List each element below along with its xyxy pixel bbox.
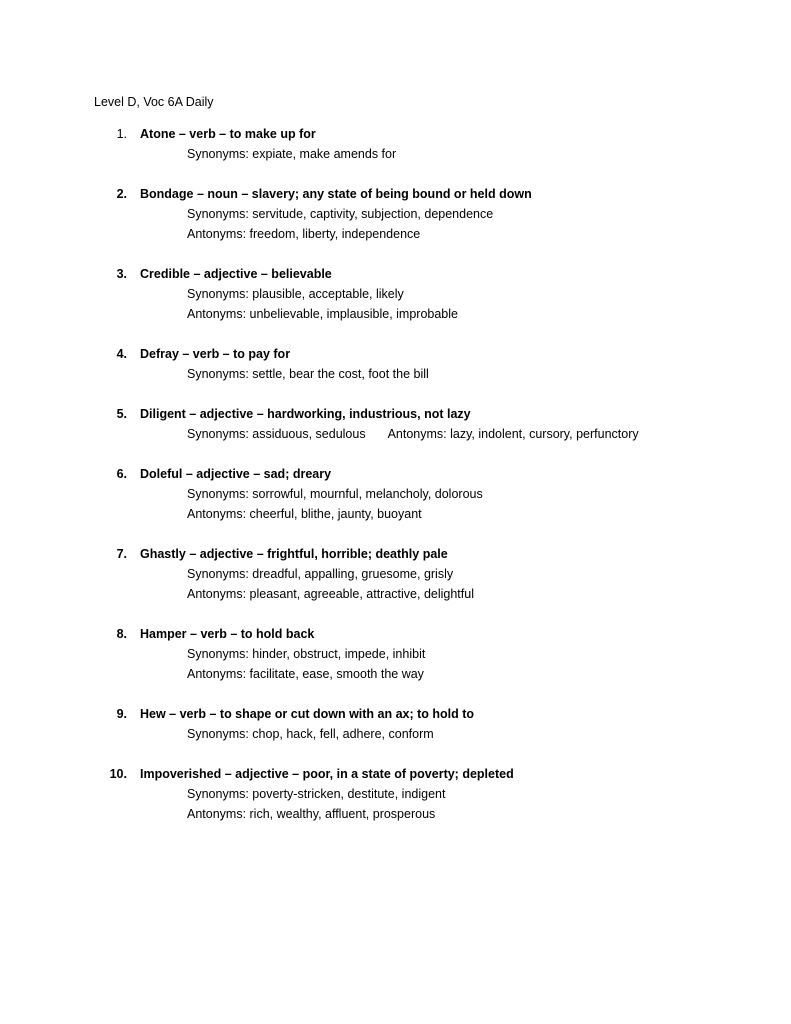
entry-number: 6. [116,467,127,481]
entry-term: Bondage – noun – slavery; any state of being bound or held down [140,187,532,201]
entry-heading [0,406,791,426]
vocab-entry-defray [0,346,791,406]
vocab-entry-atone [0,126,791,186]
entry-synonyms: Synonyms: assiduous, sedulous [187,427,366,441]
entry-heading [0,266,791,286]
entry-term: Doleful – adjective – sad; dreary [140,467,332,481]
entry-number: 8. [116,627,127,641]
entry-heading [0,126,791,146]
entry-number: 5. [116,407,127,421]
entry-antonyms: Antonyms: rich, wealthy, affluent, prosperous [187,807,436,821]
entry-number: 2. [116,187,127,201]
entry-term: Atone – verb – to make up for [140,127,316,141]
entry-synonyms: Synonyms: servitude, captivity, subjection, dependence [187,207,494,221]
entry-antonyms: Antonyms: freedom, liberty, independence [187,227,421,241]
entry-heading [0,626,791,646]
vocab-entry-hew [0,706,791,766]
entry-synonyms: Synonyms: sorrowful, mournful, melancholy, dolorous [187,487,483,501]
entry-term: Hew – verb – to shape or cut down with an ax; to hold to [140,707,475,721]
entry-synonyms-antonyms [0,426,791,446]
entry-synonyms: Synonyms: settle, bear the cost, foot the bill [187,367,429,381]
entry-number: 3. [116,267,127,281]
entry-antonyms: Antonyms: cheerful, blithe, jaunty, buoyant [187,507,422,521]
entry-antonyms: Antonyms: lazy, indolent, cursory, perfunctory [387,427,639,441]
entry-term: Ghastly – adjective – frightful, horrible; deathly pale [140,547,448,561]
vocab-entry-ghastly [0,546,791,626]
entry-term: Hamper – verb – to hold back [140,627,315,641]
vocab-entry-hamper [0,626,791,706]
document-title: Level D, Voc 6A Daily [94,95,214,109]
entry-heading [0,766,791,786]
entry-antonyms: Antonyms: pleasant, agreeable, attractive, delightful [187,587,474,601]
entry-antonyms: Antonyms: facilitate, ease, smooth the way [187,667,424,681]
entry-synonyms: Synonyms: plausible, acceptable, likely [187,287,404,301]
entry-synonyms: Synonyms: expiate, make amends for [187,147,397,161]
entry-heading [0,466,791,486]
entry-number: 1. [116,127,127,141]
entry-antonyms: Antonyms: unbelievable, implausible, improbable [187,307,458,321]
entry-term: Impoverished – adjective – poor, in a state of poverty; depleted [140,767,514,781]
entry-term: Defray – verb – to pay for [140,347,291,361]
entry-heading [0,546,791,566]
entry-heading [0,706,791,726]
entry-heading [0,186,791,206]
entry-synonyms: Synonyms: poverty-stricken, destitute, indigent [187,787,446,801]
entry-number: 10. [109,767,127,781]
vocabulary-list [0,126,791,846]
vocab-entry-credible [0,266,791,346]
vocab-entry-diligent [0,406,791,466]
entry-heading [0,346,791,366]
entry-synonyms: Synonyms: chop, hack, fell, adhere, conform [187,727,434,741]
entry-number: 4. [116,347,127,361]
vocab-entry-bondage [0,186,791,266]
entry-number: 9. [116,707,127,721]
vocab-entry-impoverished [0,766,791,846]
entry-number: 7. [116,547,127,561]
entry-synonyms: Synonyms: hinder, obstruct, impede, inhibit [187,647,426,661]
entry-term: Diligent – adjective – hardworking, industrious, not lazy [140,407,471,421]
entry-synonyms: Synonyms: dreadful, appalling, gruesome, grisly [187,567,454,581]
vocab-entry-doleful [0,466,791,546]
entry-term: Credible – adjective – believable [140,267,332,281]
